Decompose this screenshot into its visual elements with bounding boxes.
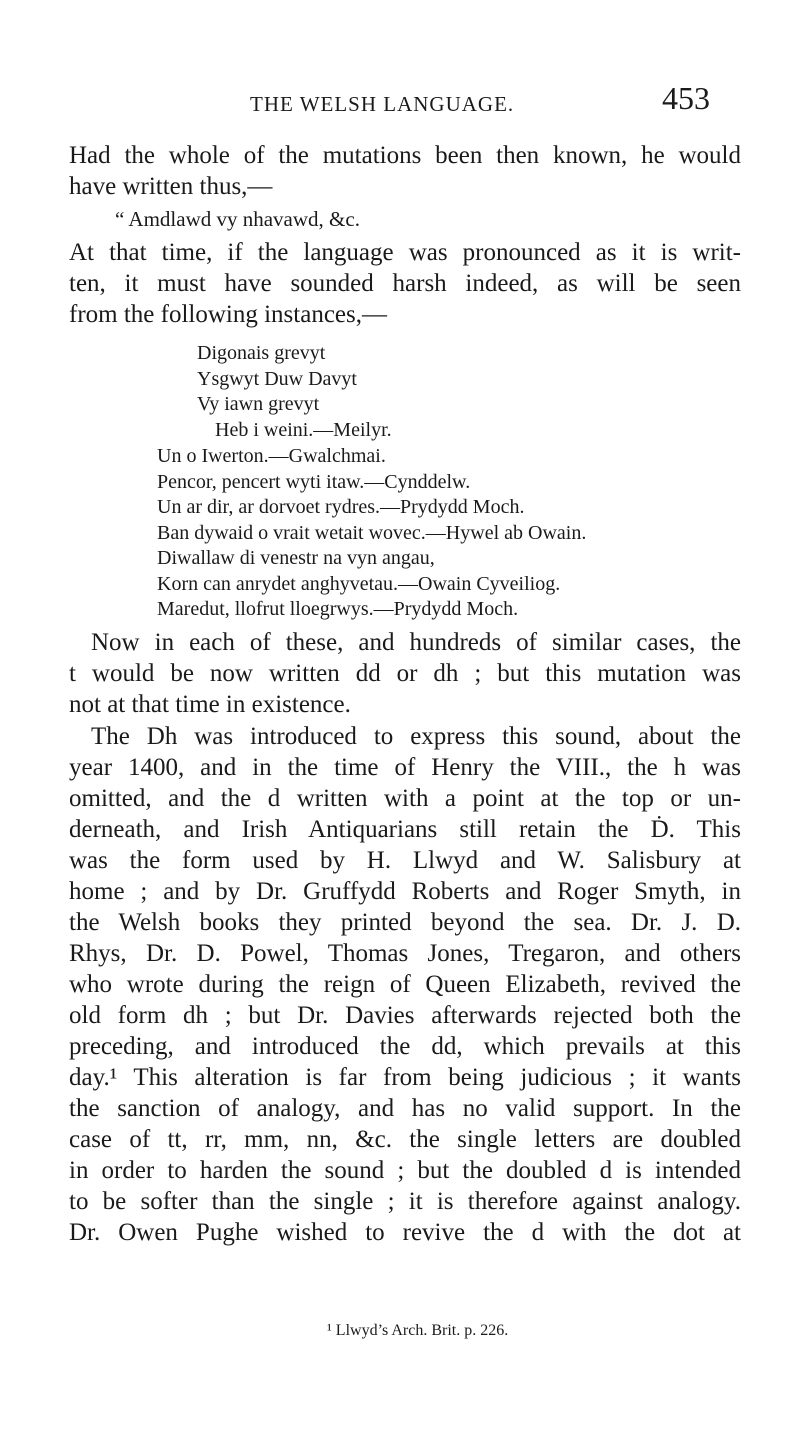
paragraph-mutation: [69, 627, 741, 720]
text-line: Dr. Owen Pughe wished to revive the d with the dot at: [69, 1219, 741, 1246]
text-line: Rhys, Dr. D. Powel, Thomas Jones, Tregaron, and others: [69, 940, 741, 967]
text-line: from the following instances,—: [69, 301, 387, 328]
text-line: case of tt, rr, mm, nn, &c. the single letters are doubled: [69, 1126, 741, 1153]
verse-line: Vy iawn grevyt: [197, 393, 320, 415]
example-line: Maredut, llofrut lloegrwys.—Prydydd Moch.: [157, 598, 519, 620]
page-number: 453: [662, 80, 710, 116]
paragraph-dh-history: [69, 721, 741, 1248]
example-line: Pencor, pencert wyti itaw.—Cynddelw.: [157, 470, 471, 493]
text-line: not at that time in existence.: [69, 691, 351, 718]
footnote: ¹ Llwyd’s Arch. Brit. p. 226.: [327, 1322, 509, 1339]
verse-block: [197, 341, 392, 443]
text-line: have written thus,—: [69, 173, 273, 200]
text-line: home ; and by Dr. Gruffydd Roberts and Roger Smyth, in: [69, 878, 741, 905]
text-line: the Welsh books they printed beyond the sea. Dr. J. D.: [69, 909, 741, 936]
text-line: to be softer than the single ; it is therefore against analogy.: [69, 1188, 741, 1215]
text-line: derneath, and Irish Antiquarians still retain the Ḋ. This: [69, 816, 741, 843]
text-line: ten, it must have sounded harsh indeed, as will be seen: [69, 270, 741, 297]
example-line: Korn can anrydet anghyvetau.—Owain Cyveiliog.: [157, 572, 561, 595]
quotation: [115, 207, 360, 233]
text-line: who wrote during the reign of Queen Elizabeth, revived the: [69, 971, 741, 998]
verse-line: Heb i weini.—Meilyr.: [215, 418, 392, 441]
verse-line: Ysgwyt Duw Davyt: [197, 367, 357, 390]
text-line: t would be now written dd or dh ; but this mutation was: [69, 660, 741, 687]
paragraph-instances: [69, 237, 741, 330]
intro-paragraph: [69, 140, 741, 202]
text-line: At that time, if the language was pronounced as it is writ-: [69, 239, 741, 266]
examples-block: [157, 444, 586, 623]
running-header: [150, 62, 710, 122]
text-line: omitted, and the d written with a point at the top or un-: [69, 785, 741, 812]
text-line: Now in each of these, and hundreds of similar cases, the: [91, 629, 741, 656]
verse-line: Digonais grevyt: [197, 342, 326, 364]
text-line: was the form used by H. Llwyd and W. Salisbury at: [69, 847, 741, 874]
text-line: old form dh ; but Dr. Davies afterwards rejected both the: [69, 1002, 741, 1029]
quote-line: “ Amdlawd vy nhavawd, &c.: [115, 207, 360, 231]
text-line: in order to harden the sound ; but the doubled d is intended: [69, 1157, 741, 1184]
text-line: preceding, and introduced the dd, which prevails at this: [69, 1033, 741, 1060]
text-line: day.¹ This alteration is far from being judicious ; it wants: [69, 1064, 741, 1091]
text-line: year 1400, and in the time of Henry the VIII., the h was: [69, 754, 741, 781]
text-line: The Dh was introduced to express this sound, about the: [91, 723, 741, 750]
running-title: THE WELSH LANGUAGE.: [250, 92, 515, 116]
text-line: the sanction of analogy, and has no valid support. In the: [69, 1095, 741, 1122]
example-line: Un ar dir, ar dorvoet rydres.—Prydydd Moch.: [157, 496, 525, 518]
text-line: Had the whole of the mutations been then known, he would: [69, 142, 741, 169]
example-line: Un o Iwerton.—Gwalchmai.: [157, 445, 386, 467]
example-line: Ban dywaid o vrait wetait wovec.—Hywel ab Owain.: [157, 521, 587, 544]
example-line: Diwallaw di venestr na vyn angau,: [157, 547, 435, 569]
